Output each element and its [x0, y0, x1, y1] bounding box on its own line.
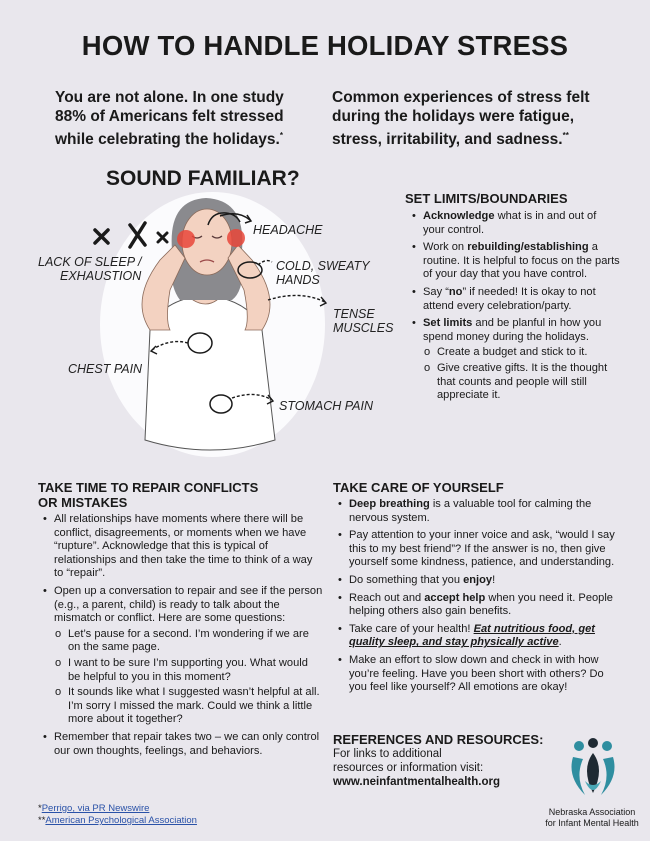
list-item: • Open up a conversation to repair and see if the person (e.g., a parent, child) is ready to talk about the mismatch or conflict. Here are some questions: o Let’s pause for a second. I’m wondering if we are on the same page. o I want to be sure I’m supporting you. What would be helpful to you in this moment? o It sounds like what I suggested wasn’t helpful at all. I’m sorry I missed the mark. Could we think a little more about it together? — [54, 585, 323, 727]
sub-list-item: o Give creative gifts. It is the thought that counts and people will still appreciate it. — [437, 362, 620, 403]
list-item: • Pay attention to your inner voice and ask, “would I say this to my best friend”? If the answer is no, then give yourself some kindness, patience, and understanding. — [349, 529, 623, 570]
list-item: • All relationships have moments where there will be conflict, disagreements, or moments when we have “rupture”. Acknowledge that this is typical of relationships and then take the time to think of a way to “repair”. — [54, 513, 323, 581]
list-item: • Do something that you enjoy! — [349, 574, 623, 588]
self-care-heading: TAKE CARE OF YOURSELF — [333, 480, 504, 495]
references-section — [333, 732, 563, 789]
list-item: • Remember that repair takes two – we can only control our own thoughts, feelings, and behaviors. — [54, 731, 323, 758]
footnote-1-link[interactable]: Perrigo, via PR Newswire — [41, 803, 150, 814]
sub-list-item: o Let’s pause for a second. I’m wondering if we are on the same page. — [68, 628, 323, 655]
footnote-2-link[interactable]: American Psychological Association — [45, 815, 197, 826]
list-item: • Say “no” if needed! It is okay to not attend every celebration/party. — [423, 286, 620, 313]
references-line: For links to additional — [333, 748, 442, 760]
set-limits-section — [405, 191, 620, 407]
repair-section — [38, 480, 323, 762]
footnote-2: **American Psychological Association — [38, 815, 197, 826]
label-lack-of-sleep: LACK OF SLEEP / EXHAUSTION — [38, 255, 142, 283]
intro-left: You are not alone. In one study 88% of Americans felt stressed while celebrating the holidays.* — [55, 89, 284, 149]
logo-caption: Nebraska Association for Infant Mental Health — [545, 807, 639, 828]
references-heading: REFERENCES AND RESOURCES: — [333, 732, 544, 747]
label-cold-hands: COLD, SWEATY HANDS — [276, 259, 370, 287]
footnote-1: *Perrigo, via PR Newswire — [38, 803, 150, 814]
sub-list-item: o I want to be sure I’m supporting you. What would be helpful to you in this moment? — [68, 657, 323, 684]
page-title: HOW TO HANDLE HOLIDAY STRESS — [81, 30, 569, 61]
label-tense-muscles: TENSE MUSCLES — [333, 307, 394, 335]
sub-list-item: o It sounds like what I suggested wasn’t helpful at all. I’m sorry I missed the mark. Could we think a little more about it together? — [68, 686, 323, 727]
self-care-section — [333, 480, 623, 699]
label-headache: HEADACHE — [253, 223, 323, 237]
repair-heading: TAKE TIME TO REPAIR CONFLICTS OR MISTAKES — [38, 480, 259, 510]
list-item: • Take care of your health! Eat nutritious food, get quality sleep, and stay physically active. — [349, 623, 623, 650]
list-item: • Deep breathing is a valuable tool for calming the nervous system. — [349, 498, 623, 525]
sub-list-item: o Create a budget and stick to it. — [437, 346, 620, 360]
label-chest-pain: CHEST PAIN — [68, 362, 143, 376]
list-item: • Reach out and accept help when you need it. People helping others also gain benefits. — [349, 592, 623, 619]
nebraska-association-logo — [563, 737, 623, 807]
label-stomach-pain: STOMACH PAIN — [279, 399, 373, 413]
list-item: • Acknowledge what is in and out of your control. — [423, 210, 620, 237]
footnotes — [38, 803, 197, 827]
list-item: • Set limits and be planful in how you spend money during the holidays. o Create a budget and stick to it. o Give creative gifts. It is the thought that counts and people will still appreciate it. — [423, 317, 620, 403]
references-line: resources or information visit: — [333, 762, 484, 774]
set-limits-heading: SET LIMITS/BOUNDARIES — [405, 191, 568, 206]
list-item: • Work on rebuilding/establishing a routine. It is helpful to focus on the parts of your day that you have control. — [423, 241, 620, 282]
intro-right: Common experiences of stress felt during the holidays were fatigue, stress, irritability, and sadness.** — [332, 89, 590, 149]
list-item: • Make an effort to slow down and check in with how you’re feeling. Have you been short with others? Do you feel like yourself? All emotions are okay! — [349, 654, 623, 695]
sound-familiar-heading: SOUND FAMILIAR? — [106, 167, 300, 190]
resource-url-link[interactable]: www.neinfantmentalhealth.org — [333, 776, 500, 788]
